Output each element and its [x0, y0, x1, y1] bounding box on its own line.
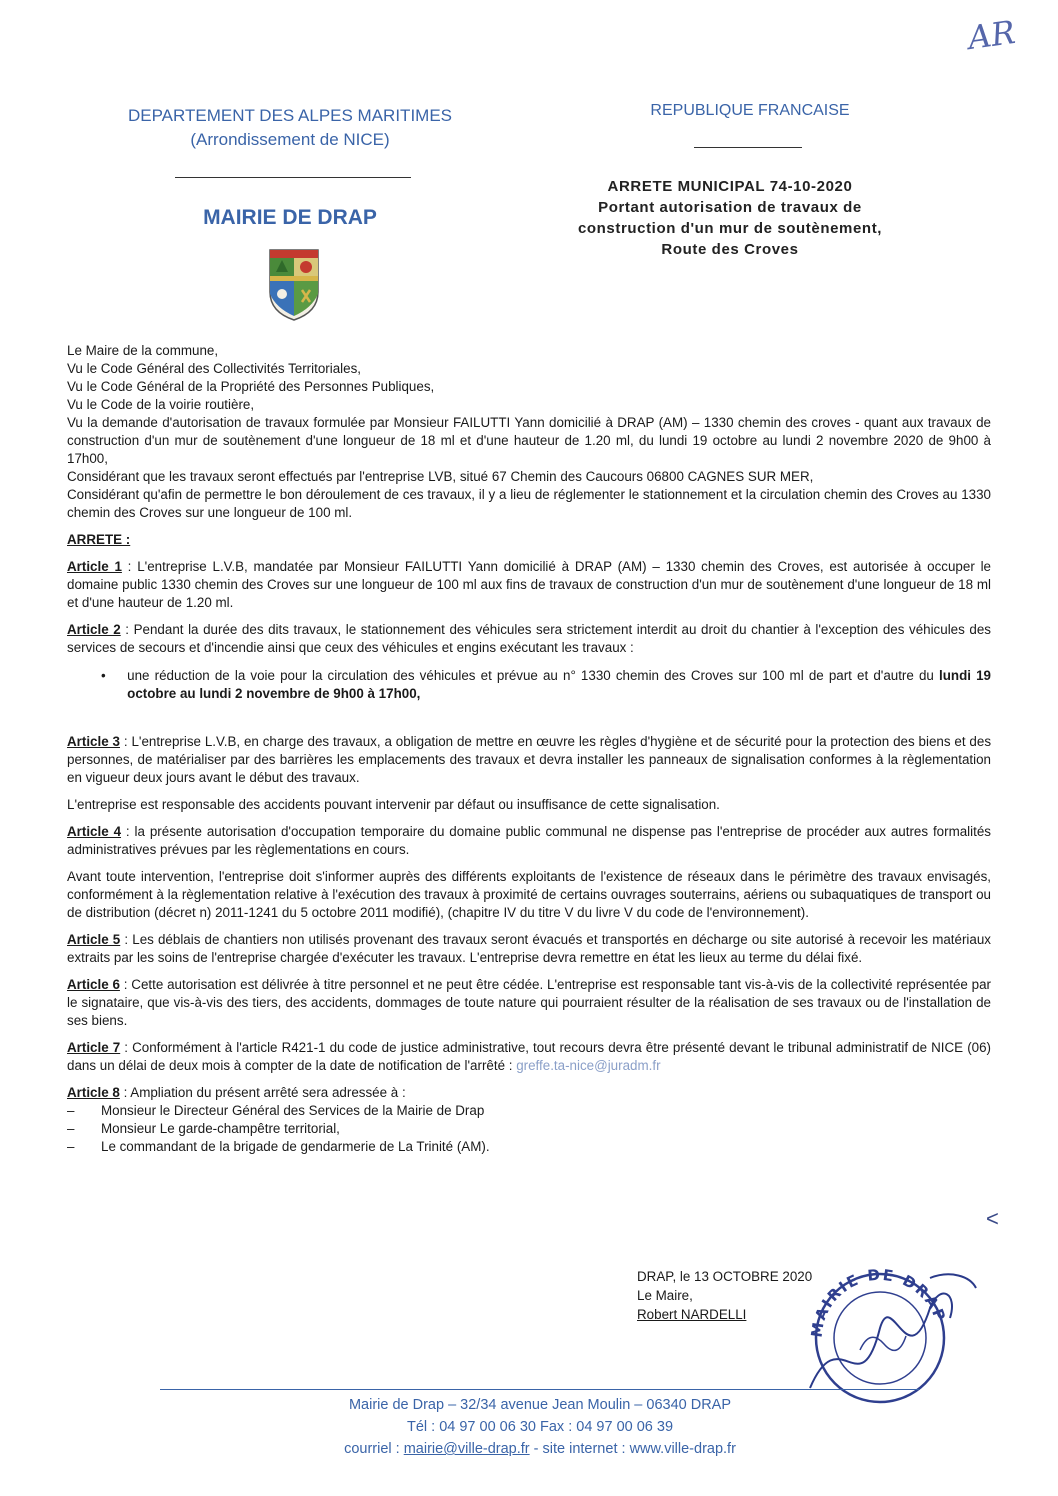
dash-marker: –: [67, 1139, 75, 1154]
place-date: DRAP, le 13 OCTOBRE 2020: [637, 1269, 813, 1284]
article-label: Article 5: [67, 932, 121, 947]
divider: [175, 177, 411, 178]
article-1: [67, 558, 991, 612]
footer-address: Mairie de Drap – 32/34 avenue Jean Moulin – 06340 DRAP: [348, 1397, 732, 1413]
handwritten-initials: AR: [965, 12, 1018, 58]
article-text: : Pendant la durée des dits travaux, le stationnement des véhicules sera strictement interdit au droit du chantier à l'exception des véhicules des services de secours et d'incendie ainsi que ceux des véhicules et engins exécutant les travaux :: [67, 622, 991, 655]
article-3-extra: L'entreprise est responsable des accidents pouvant intervenir par défaut ou insuffisance de cette signalisation.: [67, 797, 720, 812]
footer-phones: Tél : 04 97 00 06 30 Fax : 04 97 00 06 39: [406, 1419, 674, 1435]
article-label: Article 2: [67, 622, 121, 637]
article-text: : Cette autorisation est délivrée à titre personnel et ne peut être cédée. L'entreprise est responsable tant vis-à-vis de la collectivité représentée par le signataire, que vis-à-vis des tiers, des accidents, dommages de toute nature qui pourraient résulter de la réalisation de ses travaux ou de l'installation de ses biens.: [67, 977, 992, 1028]
preamble-line: Considérant que les travaux seront effectués par l'entreprise LVB, situé 67 Chemin des Caucours 06800 CAGNES SUR MER,: [67, 469, 814, 484]
preamble-line: Vu le Code Général des Collectivités Territoriales,: [67, 361, 361, 376]
mairie-title: MAIRIE DE DRAP: [203, 206, 377, 229]
coat-of-arms-icon: [266, 246, 322, 322]
article-label: Article 1: [67, 559, 122, 574]
article-label: Article 3: [67, 734, 120, 749]
document-body: [67, 342, 991, 1156]
list-item: [67, 1120, 991, 1138]
article-label: Article 7: [67, 1040, 121, 1055]
article-label: Article 4: [67, 824, 122, 839]
signatory-name: Robert NARDELLI: [637, 1307, 747, 1322]
recipient: Monsieur Le garde-champêtre territorial,: [101, 1121, 340, 1136]
arrete-number: ARRETE MUNICIPAL 74-10-2020: [607, 178, 853, 195]
svg-text:MAIRIE DE DRAP: MAIRIE DE DRAP: [807, 1265, 950, 1339]
bullet-text: une réduction de la voie pour la circulation des véhicules et prévue au n° 1330 chemin des Croves sur 100 ml de part et d'autre du: [127, 668, 939, 683]
article-2: [67, 621, 991, 657]
department-name: DEPARTEMENT DES ALPES MARITIMES: [127, 106, 453, 125]
contact-middle: - site internet :: [529, 1441, 630, 1457]
article-label: Article 6: [67, 977, 120, 992]
bullet-dates: lundi 19 octobre au lundi 2 novembre de 9h00 à 17h00,: [127, 668, 991, 701]
handwritten-mark: <: [986, 1206, 999, 1231]
preamble-line: Considérant qu'afin de permettre le bon déroulement de ces travaux, il y a lieu de réglementer le stationnement et la circulation chemin des Croves au 1330 chemin des Croves sur une longueur de 100 ml.: [67, 487, 991, 520]
article-8: [67, 1084, 991, 1102]
preamble-line: Le Maire de la commune,: [67, 343, 219, 358]
article-4: [67, 823, 991, 859]
footer: [160, 1394, 920, 1460]
greffe-email-link[interactable]: greffe.ta-nice@juradm.fr: [516, 1058, 661, 1073]
article-text: : L'entreprise L.V.B, mandatée par Monsieur FAILUTTI Yann domicilié à DRAP (AM) – 1330 chemin des Croves, est autorisée à occuper le domaine public 1330 chemin des Croves sur une longueur de 100 ml aux fins de travaux de construction d'un mur de soutènement d'une longueur de 18 ml et d'une hauteur de 1.20 ml.: [67, 559, 991, 610]
article-3: [67, 733, 991, 787]
article-7: [67, 1039, 991, 1075]
dash-marker: –: [67, 1103, 75, 1118]
contact-prefix: courriel :: [344, 1441, 404, 1457]
arrete-label: ARRETE :: [67, 532, 131, 547]
preamble-line: Vu la demande d'autorisation de travaux formulée par Monsieur FAILUTTI Yann domicilié à DRAP (AM) – 1330 chemin des croves - quant aux travaux de construction d'un mur de soutènement d'une longueur de 18 ml et d'une hauteur de 1.20 ml, du lundi 19 octobre au lundi 2 novembre 2020 de 9h00 à 17h00,: [67, 415, 991, 466]
preamble-line: Vu le Code de la voirie routière,: [67, 397, 255, 412]
article-4-extra: Avant toute intervention, l'entreprise doit s'informer auprès des différents exploitants de l'existence de réseaux dans le périmètre des travaux envisagés, conformément à la règlementation relative à l'exécution des travaux à proximité de certains ouvrages souterrains, aériens ou subaquatiques de transport ou de distribution (décret n) 2011-1241 du 5 octobre 2011 modifié), (chapitre IV du titre V du livre V du code de l'environnement).: [67, 869, 991, 920]
list-item: [67, 1138, 991, 1156]
list-item: [67, 1102, 991, 1120]
article-6: [67, 976, 991, 1030]
article-label: Article 8: [67, 1085, 120, 1100]
republique-header: REPUBLIQUE FRANCAISE: [650, 102, 850, 119]
recipient: Le commandant de la brigade de gendarmerie de La Trinité (AM).: [101, 1139, 490, 1154]
signatory-title: Le Maire,: [637, 1288, 693, 1303]
bullet-icon: •: [101, 668, 106, 683]
divider: [694, 147, 802, 148]
arrondissement: (Arrondissement de NICE): [190, 130, 390, 149]
article-5: [67, 931, 991, 967]
article-text: : Ampliation du présent arrêté sera adressée à :: [119, 1085, 406, 1100]
department-header: [80, 104, 500, 152]
footer-contact: [160, 1438, 920, 1460]
article-text: : Conformément à l'article R421-1 du code de justice administrative, tout recours devra être présenté devant le tribunal administratif de NICE (06) dans un délai de deux mois à compter de la date de notification de l'arrêté :: [67, 1040, 992, 1073]
recipient: Monsieur le Directeur Général des Services de la Mairie de Drap: [101, 1103, 485, 1118]
arrete-subject: Portant autorisation de travaux de construction d'un mur de soutènement, Route des Croves: [577, 199, 883, 258]
arrete-title: [560, 176, 900, 260]
footer-divider: [160, 1389, 920, 1390]
list-item: [101, 667, 991, 703]
article-text: : Les déblais de chantiers non utilisés provenant des travaux seront évacués et transportés en décharge ou site autorisé à recevoir les matériaux extraits par les soins de l'entreprise chargée d'exécuter les travaux. L'entreprise devra remettre en état les lieux au terme du délai fixé.: [67, 932, 991, 965]
mairie-email-link[interactable]: mairie@ville-drap.fr: [403, 1441, 530, 1457]
website-link[interactable]: www.ville-drap.fr: [629, 1441, 736, 1457]
preamble-line: Vu le Code Général de la Propriété des Personnes Publiques,: [67, 379, 435, 394]
article-text: : L'entreprise L.V.B, en charge des travaux, a obligation de mettre en œuvre les règles d'hygiène et de sécurité pour la protection des biens et des personnes, de matérialiser par des barrières les emplacements des travaux et devra installer les panneaux de signalisation conformes à la règlementation en vigueur deux jours avant le début des travaux.: [67, 734, 992, 785]
article-text: : la présente autorisation d'occupation temporaire du domaine public communal ne dispense pas l'entreprise de procéder aux autres formalités administratives prévues par les règlementations en cours.: [67, 824, 991, 857]
dash-marker: –: [67, 1121, 75, 1136]
